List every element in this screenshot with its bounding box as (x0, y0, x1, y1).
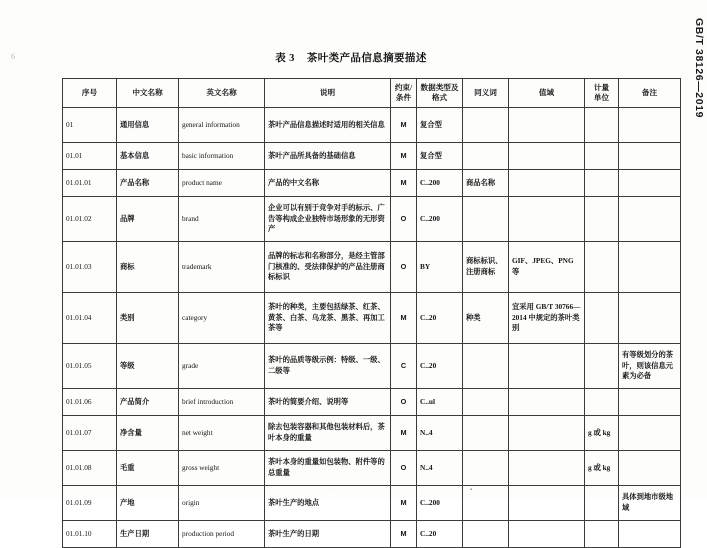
table-caption (62, 50, 640, 65)
cell-remark: 有等级划分的茶叶，则该信息元素为必备 (619, 344, 681, 389)
cell-unit (585, 197, 619, 242)
cell-description: 茶叶的简要介绍、说明等 (265, 389, 391, 416)
cell-remark (619, 197, 681, 242)
table-caption-label: 表 3 (275, 53, 295, 64)
cell-description: 茶叶本身的重量如包装物、附件等的总重量 (265, 451, 391, 486)
cell-chinese-name: 类别 (117, 293, 179, 344)
running-head-standard-number: GB/T 38126—2019 (693, 18, 705, 119)
cell-unit (585, 108, 619, 143)
cell-description: 产品的中文名称 (265, 170, 391, 197)
cell-remark (619, 293, 681, 344)
cell-english-name: category (179, 293, 265, 344)
cell-constraint: O (391, 197, 417, 242)
cell-english-name: brief introduction (179, 389, 265, 416)
table-row (63, 344, 681, 389)
cell-value-range: 宜采用 GB/T 30766—2014 中规定的茶叶类别 (509, 293, 585, 344)
cell-value-range (509, 521, 585, 548)
cell-description: 茶叶的种类，主要包括绿茶、红茶、黄茶、白茶、乌龙茶、黑茶、再加工茶等 (265, 293, 391, 344)
cell-synonym: 种类 (463, 293, 509, 344)
cell-english-name: trademark (179, 242, 265, 293)
col-header-english-name-line1: 英文名称 (206, 88, 237, 98)
cell-chinese-name: 产品简介 (117, 389, 179, 416)
cell-chinese-name: 基本信息 (117, 143, 179, 170)
cell-remark (619, 170, 681, 197)
cell-datatype: C..20 (417, 344, 463, 389)
cell-datatype: C..20 (417, 521, 463, 548)
cell-description: 茶叶产品所具备的基础信息 (265, 143, 391, 170)
cell-english-name: net weight (179, 416, 265, 451)
cell-value-range (509, 108, 585, 143)
cell-datatype: N..4 (417, 416, 463, 451)
cell-unit (585, 242, 619, 293)
cell-chinese-name: 产品名称 (117, 170, 179, 197)
table-row (63, 242, 681, 293)
table-row (63, 521, 681, 548)
cell-chinese-name: 通用信息 (117, 108, 179, 143)
cell-description: 茶叶生产的地点 (265, 486, 391, 521)
cell-index: 01 (63, 108, 117, 143)
cell-value-range (509, 486, 585, 521)
cell-constraint: O (391, 389, 417, 416)
cell-index: 01.01.09 (63, 486, 117, 521)
cell-value-range: GIF、JPEG、PNG 等 (509, 242, 585, 293)
cell-value-range (509, 143, 585, 170)
cell-description: 茶叶产品信息描述时适用的相关信息 (265, 108, 391, 143)
cell-unit: g 或 kg (585, 451, 619, 486)
cell-index: 01.01.03 (63, 242, 117, 293)
cell-datatype: N..4 (417, 451, 463, 486)
cell-remark (619, 416, 681, 451)
cell-value-range (509, 451, 585, 486)
cell-datatype: C..20 (417, 293, 463, 344)
cell-value-range (509, 416, 585, 451)
cell-index: 01.01.10 (63, 521, 117, 548)
cell-unit (585, 486, 619, 521)
spec-table-container (62, 78, 674, 548)
table-caption-title: 茶叶类产品信息摘要描述 (306, 53, 427, 64)
table-body (63, 108, 681, 548)
cell-index: 01.01.07 (63, 416, 117, 451)
table-row (63, 486, 681, 521)
col-header-constraint-line2: 条件 (395, 93, 412, 102)
cell-constraint: M (391, 170, 417, 197)
cell-description: 企业可以有别于竞争对手的标示、广告等构成企业独特市场形象的无形资产 (265, 197, 391, 242)
cell-synonym (463, 108, 509, 143)
col-header-unit-line1: 计量 (593, 83, 610, 93)
cell-english-name: origin (179, 486, 265, 521)
cell-datatype: 复合型 (417, 143, 463, 170)
col-header-description-line1: 说明 (319, 88, 336, 98)
cell-remark (619, 451, 681, 486)
table-row (63, 416, 681, 451)
cell-datatype: 复合型 (417, 108, 463, 143)
footer-dot-mark: · (330, 487, 332, 493)
cell-english-name: gross weight (179, 451, 265, 486)
cell-index: 01.01.01 (63, 170, 117, 197)
table-row (63, 197, 681, 242)
page-number: 6 (11, 52, 15, 61)
col-header-remark-line1: 备注 (641, 88, 658, 98)
col-header-datatype (417, 79, 463, 108)
col-header-unit (585, 79, 619, 108)
col-header-index-line1: 序号 (81, 88, 98, 98)
cell-constraint: O (391, 242, 417, 293)
cell-datatype: C..200 (417, 197, 463, 242)
cell-unit (585, 293, 619, 344)
cell-chinese-name: 品牌 (117, 197, 179, 242)
cell-remark (619, 108, 681, 143)
cell-index: 01.01 (63, 143, 117, 170)
col-header-constraint (391, 79, 417, 108)
cell-english-name: production period (179, 521, 265, 548)
cell-constraint: M (391, 486, 417, 521)
cell-remark (619, 143, 681, 170)
cell-unit (585, 143, 619, 170)
table-row (63, 170, 681, 197)
cell-synonym (463, 389, 509, 416)
table-row (63, 293, 681, 344)
cell-index: 01.01.08 (63, 451, 117, 486)
cell-synonym (463, 451, 509, 486)
cell-chinese-name: 商标 (117, 242, 179, 293)
cell-description: 品牌的标志和名称部分，是经主管部门核准的、受法律保护的产品注册商标标识 (265, 242, 391, 293)
cell-synonym: 商标标识、注册商标 (463, 242, 509, 293)
cell-unit (585, 521, 619, 548)
cell-datatype: C..200 (417, 486, 463, 521)
cell-index: 01.01.02 (63, 197, 117, 242)
cell-chinese-name: 生产日期 (117, 521, 179, 548)
cell-value-range (509, 344, 585, 389)
col-header-value-range-line1: 值域 (538, 88, 555, 98)
cell-datatype: C..200 (417, 170, 463, 197)
cell-english-name: general information (179, 108, 265, 143)
table-row (63, 451, 681, 486)
cell-constraint: M (391, 416, 417, 451)
col-header-remark (619, 79, 681, 108)
cell-english-name: basic information (179, 143, 265, 170)
col-header-chinese-name-line1: 中文名称 (132, 88, 163, 98)
table-header-row (63, 79, 681, 108)
col-header-synonym-line1: 同义词 (474, 88, 497, 98)
col-header-chinese-name (117, 79, 179, 108)
cell-value-range (509, 170, 585, 197)
cell-remark (619, 521, 681, 548)
col-header-constraint-line1: 约束/ (394, 83, 413, 93)
cell-remark (619, 389, 681, 416)
col-header-value-range (509, 79, 585, 108)
cell-unit (585, 389, 619, 416)
cell-chinese-name: 产地 (117, 486, 179, 521)
cell-synonym (463, 416, 509, 451)
cell-constraint: M (391, 108, 417, 143)
col-header-index (63, 79, 117, 108)
cell-constraint: M (391, 521, 417, 548)
cell-description: 茶叶的品质等级示例：特级、一级、二级等 (265, 344, 391, 389)
col-header-english-name (179, 79, 265, 108)
cell-value-range (509, 389, 585, 416)
col-header-synonym (463, 79, 509, 108)
footer-mark: ▪ (470, 487, 473, 493)
table-row (63, 143, 681, 170)
cell-index: 01.01.06 (63, 389, 117, 416)
cell-constraint: M (391, 293, 417, 344)
cell-constraint: C (391, 344, 417, 389)
cell-index: 01.01.04 (63, 293, 117, 344)
cell-constraint: M (391, 143, 417, 170)
cell-description: 茶叶生产的日期 (265, 521, 391, 548)
cell-synonym (463, 197, 509, 242)
cell-constraint: O (391, 451, 417, 486)
product-info-spec-table (62, 78, 681, 548)
cell-unit (585, 170, 619, 197)
col-header-description (265, 79, 391, 108)
cell-chinese-name: 净含量 (117, 416, 179, 451)
col-header-datatype-line1: 数据类型及 (420, 83, 459, 93)
cell-datatype: C..ul (417, 389, 463, 416)
cell-chinese-name: 毛重 (117, 451, 179, 486)
table-row (63, 108, 681, 143)
cell-english-name: product name (179, 170, 265, 197)
col-header-datatype-line2: 格式 (431, 93, 448, 102)
cell-chinese-name: 等级 (117, 344, 179, 389)
cell-synonym: 商品名称 (463, 170, 509, 197)
cell-english-name: brand (179, 197, 265, 242)
cell-synonym (463, 521, 509, 548)
cell-english-name: grade (179, 344, 265, 389)
cell-value-range (509, 197, 585, 242)
cell-remark (619, 242, 681, 293)
cell-description: 除去包装容器和其他包装材料后，茶叶本身的重量 (265, 416, 391, 451)
cell-index: 01.01.05 (63, 344, 117, 389)
col-header-unit-line2: 单位 (593, 93, 610, 102)
cell-remark: 具体到地市级地域 (619, 486, 681, 521)
cell-synonym (463, 143, 509, 170)
cell-datatype: BY (417, 242, 463, 293)
table-row (63, 389, 681, 416)
cell-unit: g 或 kg (585, 416, 619, 451)
cell-synonym (463, 344, 509, 389)
cell-unit (585, 344, 619, 389)
